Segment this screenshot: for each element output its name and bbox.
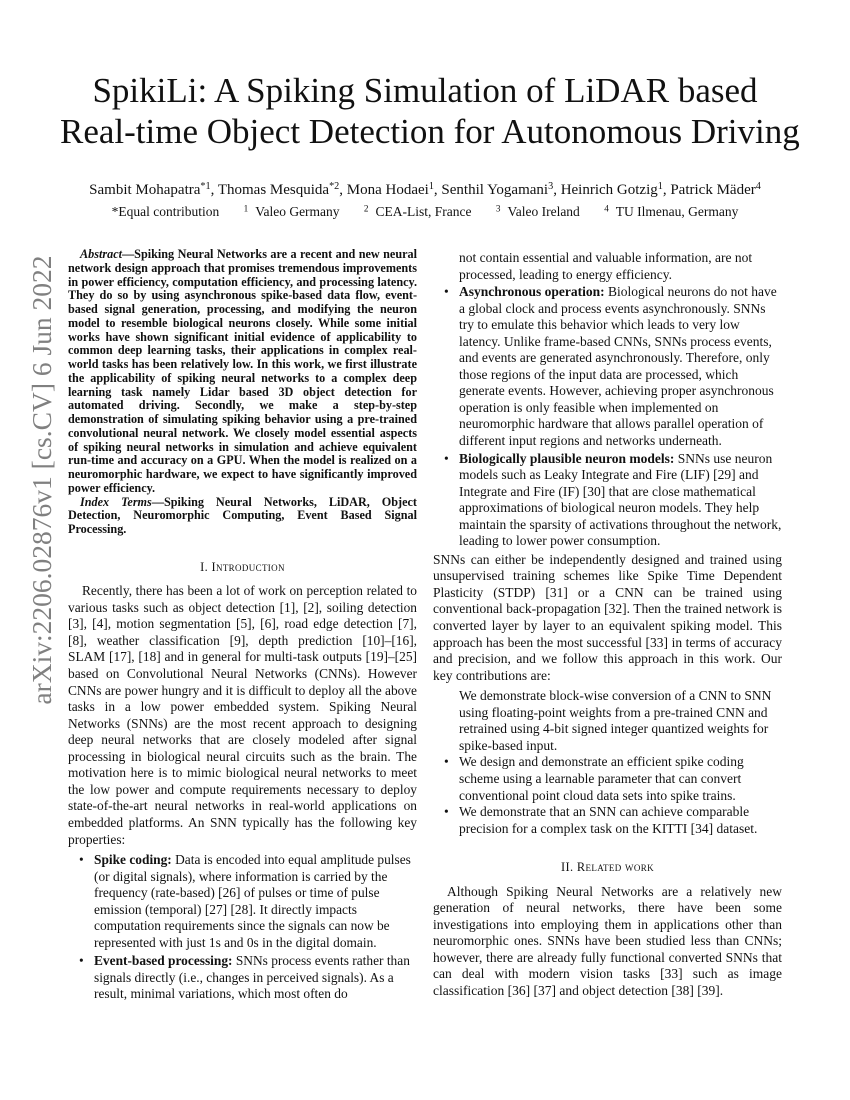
arxiv-stamp xyxy=(22,255,62,705)
list-item-continued: not contain essential and valuable information, are not processed, leading to energy efficiency. xyxy=(459,250,753,282)
author: Mona Hodaei$^1$ xyxy=(346,181,434,198)
right-column xyxy=(433,250,782,1000)
intro-paragraph: Recently, there has been a lot of work on perception related to various tasks such as object detection [1], [2], soiling detection [3], [4], motion segmentation [5], [6], road edge detection [7], [8], weather classification [9], depth prediction [10]–[16], SLAM [17], [18] and in general for multi-task outputs [19]–[25] based on Convolutional Neural Networks (CNNs). However CNNs are power hungry and it is difficult to deploy all the above tasks in a low power embedded system. Spiking Neural Networks (SNNs) are the most recent approach to designing deep neural networks that are closely modeled after signal processing in biological neural circuits such as the brain. The motivation here is to mimic biological neural networks to meet the low power and compute requirements necessary to deploy state-of-the-art neural networks in real-world applications on embedded platforms. An SNN typically has the following key properties: xyxy=(68,583,417,847)
affiliation: *Equal contribution xyxy=(111,204,220,219)
abstract-text: —Spiking Neural Networks are a recent and new neural network design approach that promises tremendous improvements in power efficiency, computation efficiency, and processing latency. They do so by using asynchronous spike-based data flow, event-based signal generation, processing, and modifying the neuron model to resemble biological neurons closely. While some initial works have shown significant initial evidence of applicability to common deep learning tasks, their applications in complex real-world tasks has been relatively low. In this work, we first illustrate the applicability of spiking neural networks to a complex deep learning task namely Lidar based 3D object detection for automated driving. Secondly, we make a step-by-step demonstration of simulating spiking behavior using a pre-trained convolutional neural network. We closely model essential aspects of spiking neural networks in simulation and achieve equivalent run-time and accuracy on a GPU. When the model is realized on a neuromorphic hardware, we expect to have significantly improved power efficiency. xyxy=(68,247,417,495)
index-terms-text: —Spiking Neural Networks, LiDAR, Object Detection, Neuromorphic Computing, Event Based Signal Processing. xyxy=(68,494,417,536)
paper-title xyxy=(60,70,800,152)
affiliation: $^1$ Valeo Germany xyxy=(243,203,340,219)
affiliation-list xyxy=(30,203,820,221)
key-properties-list-continued xyxy=(433,250,782,550)
list-item: We demonstrate block-wise conversion of a CNN to SNN using floating-point weights from a pre-trained CNN and retrained using 4-bit signed integer quantized weights for spike-based input. xyxy=(459,688,772,753)
list-item: • Event-based processing: SNNs process events rather than signals directly (i.e., changes in perceived signals). As a result, minimal variations, which most often do xyxy=(68,953,417,1003)
arxiv-stamp-text: arXiv:2206.02876v1 [cs.CV] 6 Jun 2022 xyxy=(26,255,57,705)
author: Senthil Yogamani$^3$ xyxy=(441,181,554,198)
section-heading-related-work: II. Related work xyxy=(561,860,654,875)
affiliation: $^2$ CEA-List, France xyxy=(363,203,472,219)
author: Patrick Mäder$^4$ xyxy=(670,181,761,198)
key-properties-list xyxy=(68,852,417,1003)
list-item: • Asynchronous operation: Biological neurons do not have a global clock and process events asynchronously. SNNs try to emulate this behavior which leads to very low latency. Unlike frame-based CNNs, SNNs process events, and events are generated asynchronously. Therefore, only those regions of the input data are processed, which generate events. However, achieving proper asynchronous operation is only feasible when implemented on neuromorphic hardware that allows parallel operation of different input regions and networks underneath. xyxy=(433,284,782,449)
affiliation: $^3$ Valeo Ireland xyxy=(495,203,580,219)
title-line-1: SpikiLi: A Spiking Simulation of LiDAR based xyxy=(92,71,758,110)
section-heading-introduction: I. Introduction xyxy=(200,559,285,574)
author: Thomas Mesquida$^{*2}$ xyxy=(217,181,340,198)
author-list: Sambit Mohapatra$^{*1}$, Thomas Mesquida$^{*2}$, Mona Hodaei$^1$, Senthil Yogamani$^3$, Heinrich Gotzig$^1$, Patrick Mäder$^4$ xyxy=(89,181,761,198)
abstract xyxy=(68,248,417,537)
title-line-2: Real-time Object Detection for Autonomous Driving xyxy=(60,112,800,151)
index-terms-label: Index Terms xyxy=(80,494,152,509)
contributions-list xyxy=(433,688,782,837)
method-paragraph: SNNs can either be independently designed and trained using unsupervised training schemes like Spike Time Dependent Plasticity (STDP) [31] or a CNN can be trained using conventional back-propagation [32]. Then the trained network is converted layer by layer to an equivalent spiking model. This approach has been the most successful [33] in terms of accuracy and precision, and we follow this approach in this work. Our key contributions are: xyxy=(433,551,782,683)
list-item: • Biologically plausible neuron models: SNNs use neuron models such as Leaky Integrate and Fire (LIF) [29] and Integrate and Fire (IF) [30] that are close mathematical approximations of biological neuron models. They help maintain the sparsity of activations throughout the network, leading to lower power consumption. xyxy=(433,451,782,550)
list-item: • Spike coding: Data is encoded into equal amplitude pulses (or digital signals), where information is carried by the frequency (rate-based) [26] of pulses or time of pulse emission (temporal) [27] [28]. It directly impacts computation requirements since the signals can now be represented with just 1s and 0s in the digital domain. xyxy=(68,852,417,951)
left-column xyxy=(68,248,417,1003)
list-item: • We design and demonstrate an efficient spike coding scheme using a learnable parameter that can convert conventional point cloud data sets into spike trains. xyxy=(433,754,782,804)
affiliation: $^4$ TU Ilmenau, Germany xyxy=(604,203,739,219)
author: Heinrich Gotzig$^1$ xyxy=(560,181,663,198)
list-item: • We demonstrate that an SNN can achieve comparable precision for a complex task on the KITTI [34] dataset. xyxy=(433,804,782,837)
author: Sambit Mohapatra$^{*1}$ xyxy=(89,181,211,198)
abstract-label: Abstract xyxy=(80,247,122,261)
related-work-paragraph: Although Spiking Neural Networks are a relatively new generation of neural networks, there have been some investigations into employing them in applications other than neuromorphic ones. SNNs have been studied less than CNNs; however, there are already fully functional converted SNNs that can deal with modern vision tasks [33] such as image classification [36] [37] and object detection [38] [39]. xyxy=(433,883,782,998)
